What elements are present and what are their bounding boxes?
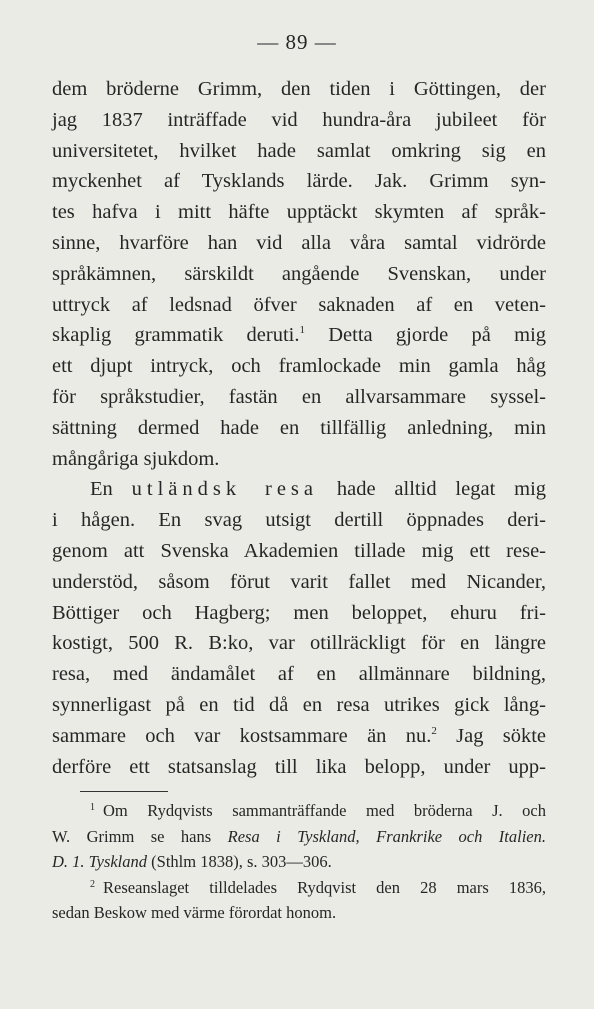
text-fragment: hade alltid legat mig [336, 478, 547, 501]
footnote-text: Reseanslaget tilldelades Rydqvist den 28 mars 1836, [103, 877, 546, 897]
footnote-line [52, 824, 546, 850]
text-line: jag 1837 inträffade vid hundra-åra jubileet för [52, 108, 546, 131]
text-line: derföre ett statsanslag till lika belopp, under upp- [52, 755, 546, 778]
footnote-line [52, 798, 546, 824]
footnote-line [52, 849, 546, 875]
text-line: ett djupt intryck, och framlockade min gamla håg [52, 355, 546, 378]
text-line [52, 474, 546, 505]
footnote-reference: 1 [299, 324, 305, 337]
text-line: språkämnen, särskildt angående Svenskan, under [52, 262, 546, 285]
text-line: universitetet, hvilket hade samlat omkring sig en [52, 139, 546, 162]
text-line: synnerligast på en tid då en resa utrikes gick lång- [52, 693, 546, 716]
text-line [52, 320, 546, 351]
footnote-text: W. Grimm se hans [52, 826, 212, 846]
page-number: — 89 — [257, 30, 337, 54]
text-line: för språkstudier, fastän en allvarsammare syssel- [52, 385, 546, 408]
footnote-title: Resa i Tyskland, Frankrike och Italien. [227, 826, 547, 846]
text-line: i hågen. En svag utsigt dertill öppnades deri- [52, 509, 546, 532]
text-fragment: Detta gjorde på mig [328, 324, 547, 347]
text-fragment: skaplig grammatik deruti. [52, 324, 300, 347]
footnote-text: Om Rydqvists sammanträffande med bröderna J. och [103, 801, 546, 820]
text-line [52, 721, 546, 752]
text-line: uttryck af ledsnad öfver saknaden af en veten- [52, 293, 546, 316]
footnote-reference: 2 [431, 724, 437, 737]
text-line: resa, med ändamålet af en allmännare bildning, [52, 663, 546, 686]
footnote-divider [80, 791, 168, 792]
footnotes [52, 798, 546, 926]
text-line: tes hafva i mitt häfte upptäckt skymten af språk- [52, 201, 546, 224]
text-line: sättning dermed hade en tillfällig anledning, min [52, 416, 546, 439]
text-fragment: sammare och var kostsammare än nu. [52, 724, 432, 747]
text-line: Böttiger och Hagberg; men beloppet, ehuru fri- [52, 601, 546, 624]
footnote-line [52, 875, 546, 901]
text-fragment: Jag sökte [456, 724, 547, 747]
text-line: kostigt, 500 R. B:ko, var otillräckligt för en längre [52, 632, 546, 655]
footnote-marker: 1 [90, 802, 95, 813]
text-line: sinne, hvarföre han vid alla våra samtal vidrörde [52, 231, 546, 254]
footnote-text: (Sthlm 1838), s. 303—306. [151, 852, 332, 871]
body-text [52, 74, 546, 782]
spaced-emphasis: utländsk resa [131, 478, 318, 501]
text-line: mångåriga sjukdom. [52, 447, 220, 470]
text-line: myckenhet af Tysklands lärde. Jak. Grimm syn- [52, 170, 546, 193]
text-fragment: En [90, 478, 113, 501]
text-line: genom att Svenska Akademien tillade mig ett rese- [52, 539, 546, 562]
footnote-marker: 2 [90, 878, 95, 890]
text-line: understöd, såsom förut varit fallet med Nicander, [52, 570, 546, 593]
footnote-line: sedan Beskow med värme förordat honom. [52, 903, 337, 922]
text-line: dem bröderne Grimm, den tiden i Göttingen, der [52, 78, 546, 100]
footnote-title: D. 1. Tyskland [52, 852, 148, 871]
